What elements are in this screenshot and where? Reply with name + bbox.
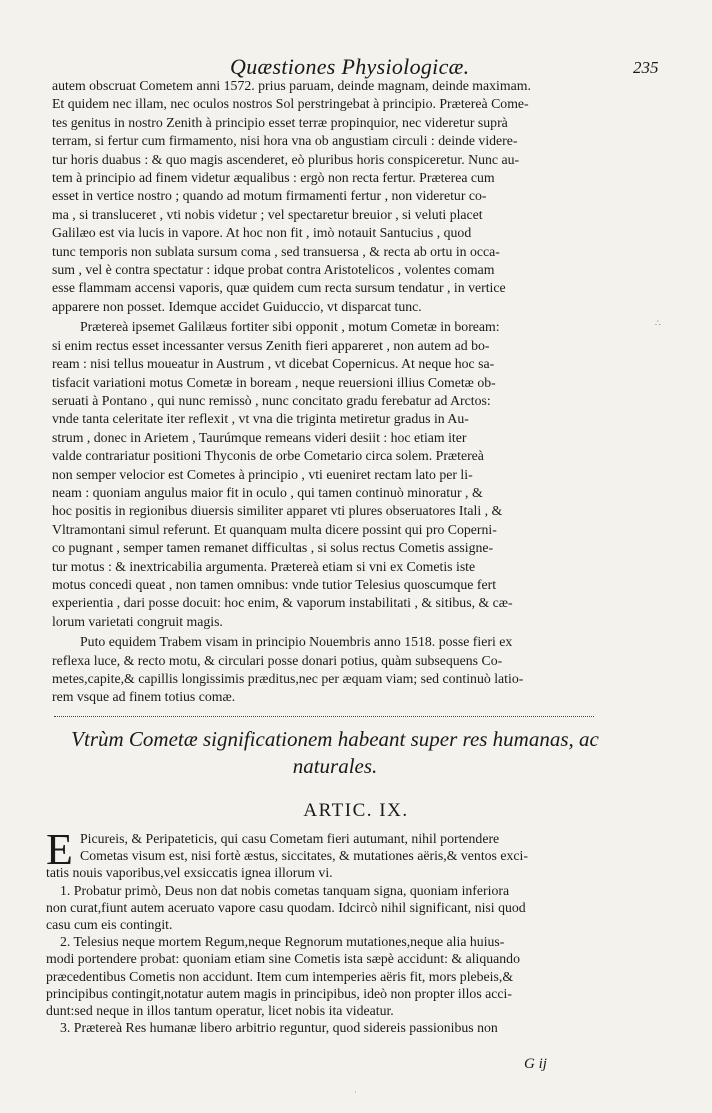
text-line: rem vsque ad finem totius comæ. [52,689,236,705]
section-divider [54,716,594,717]
text-line: non curat,fiunt autem aceruato vapore casu quodam. Idcircò nihil significant, nisi quod [46,899,526,915]
text-line: tur horis duabus : & quo magis ascenderet, eò pluribus horis conspiceretur. Nunc au- [52,151,520,167]
text-line: Puto equidem Trabem visam in principio Nouembris anno 1518. posse fieri ex [80,634,513,650]
section-title [50,726,620,780]
signature-mark: G ij [524,1056,547,1072]
text-line: autem obscruat Cometem anni 1572. prius paruam, deinde magnam, deinde maximam. [52,78,531,93]
page-number: 235 [633,58,659,77]
section-title-line: naturales. [292,754,378,778]
text-line: non semper velocior est Cometes à principio , vti eueniret rectam lato per li- [52,466,473,482]
text-line: valde contrariatur positioni Thyconis de orbe Cometario circa solem. Prætereà [52,448,484,464]
text-line: Picureis, & Peripateticis, qui casu Cometam fieri autumant, nihil portendere [80,831,500,846]
text-line: seruati à Pontano , qui nunc remissò , nunc concitato gradu ferebatur ad Arctos: [52,392,491,408]
text-line: 2. Telesius neque mortem Regum,neque Regnorum mutationes,neque alia huius- [60,934,505,950]
text-line: reflexa luce, & recto motu, & circulari posse donari potius, quàm subsequens Co- [52,652,503,668]
article-heading: ARTIC. IX. [303,800,409,821]
text-line: tem à principio ad finem videtur æqualibus : ergò non recta fertur. Præterea cum [52,170,495,186]
text-line: hoc positis in regionibus diuersis similiter apparet vti plures obseruatores Itali , & [52,503,503,519]
text-line: co pugnant , semper tamen remanet difficultas , si solus rectus Cometis assigne- [52,540,494,556]
margin-speck: ∴ [655,318,661,328]
text-line: apparere non posset. Idemque accidet Guiduccio, vt disparcat tunc. [52,298,422,314]
text-line: neam : quoniam angulus maior fit in oculo , qui tamen continuò minoratur , & [52,484,483,500]
bottom-speck: ˈ [354,1090,357,1100]
main-text-block [52,77,612,707]
text-line: vnde tanta celeritate iter reflexit , vt vna die triginta metiretur gradus in Au- [52,411,469,427]
text-line: tunc temporis non sublata sursum coma , sed transuersa , & recta ab ortu in occa- [52,243,500,259]
text-line: experientia , dari posse docuit: hoc enim, & vaporum instabilitati , & sitibus, & cæ- [52,595,513,611]
text-line: esse flammam accensi vaporis, quæ quidem cum recta sursum tendatur , in vertice [52,280,506,296]
running-title: Quæstiones Physiologicæ. [230,54,470,79]
text-line: 1. Probatur primò, Deus non dat nobis cometas tanquam signa, quoniam inferiora [60,882,510,898]
text-line: principibus contingit,notatur autem magis in principibus, ideò non propter illos acci- [46,985,512,1001]
text-line: præcedentibus Cometis non accidunt. Item cum intemperies aëris fit, mors plebeis,& [46,968,514,984]
text-line: tes genitus in nostro Zenith à principio esset terræ propinquior, nec videretur suprà [52,114,508,130]
text-line: tisfacit variationi motus Cometæ in boream , neque reuersioni illius Cometæ ob- [52,374,496,390]
text-line: terram, si fertur cum firmamento, nisi hora vna ob angustiam circuli : deinde videre- [52,133,518,149]
article-text-block [46,825,614,1036]
text-line: ma , si transluceret , vti nobis videtur ; vel spectaretur breuior , si veluti placet [52,206,483,222]
text-line: strum , donec in Arietem , Taurúmque remeans videri desiit : hoc etiam iter [52,429,467,445]
text-line: tur motus : & inextricabilia argumenta. Prætereà etiam si vni ex Cometis iste [52,558,476,574]
text-line: dunt:sed neque in illos tantum operatur, licet nobis ita videatur. [46,1003,394,1019]
text-line: Prætereà ipsemet Galilæus fortiter sibi opponit , motum Cometæ in boream: [80,319,500,335]
text-line: modi portendere probat: quoniam etiam sine Cometis ista sæpè accidunt: & aliquando [46,951,520,967]
text-line: metes,capite,& capillis longissimis præditus,nec per æquam viam; sed continuò latio- [52,671,524,686]
text-line: motus concedi queat , non tamen omnibus: vnde tutior Telesius quoscumque fert [52,576,497,592]
text-line: Cometas visum est, nisi fortè æstus, siccitates, & mutationes aëris,& ventos exci- [80,848,528,864]
text-line: Vltramontani simul referunt. Et quanquam multa dicere possint qui pro Coperni- [52,521,497,537]
text-line: sum , vel è contra spectatur : idque probat contra Aristotelicos , volentes comam [52,262,495,278]
text-line: si enim rectus esset incessanter versus Zenith fieri appareret , non autem ad bo- [52,337,490,353]
text-line: Galilæo est via lucis in vapore. At hoc non fit , imò notauit Santucius , quod [52,225,472,241]
text-line: tatis nouis vaporibus,vel exsiccatis ignea illorum vi. [46,865,333,881]
text-line: Et quidem nec illam, nec oculos nostros Sol perstringebat à principio. Prætereà Come- [52,96,529,112]
text-line: ream : nisi tellus moueatur in Austrum , vt dicebat Copernicus. At neque hoc sa- [52,356,495,372]
text-line: esset in vertice nostro ; quando ad motum firmamenti fertur , non videretur co- [52,188,487,204]
section-title-line: Vtrùm Cometæ significationem habeant super res humanas, ac [71,727,599,751]
text-line: casu cum eis contingit. [46,917,173,933]
drop-cap: E [46,825,73,874]
text-line: lorum varietati congruit magis. [52,613,223,629]
text-line: 3. Prætereà Res humanæ libero arbitrio reguntur, quod sidereis passionibus non [60,1020,498,1036]
